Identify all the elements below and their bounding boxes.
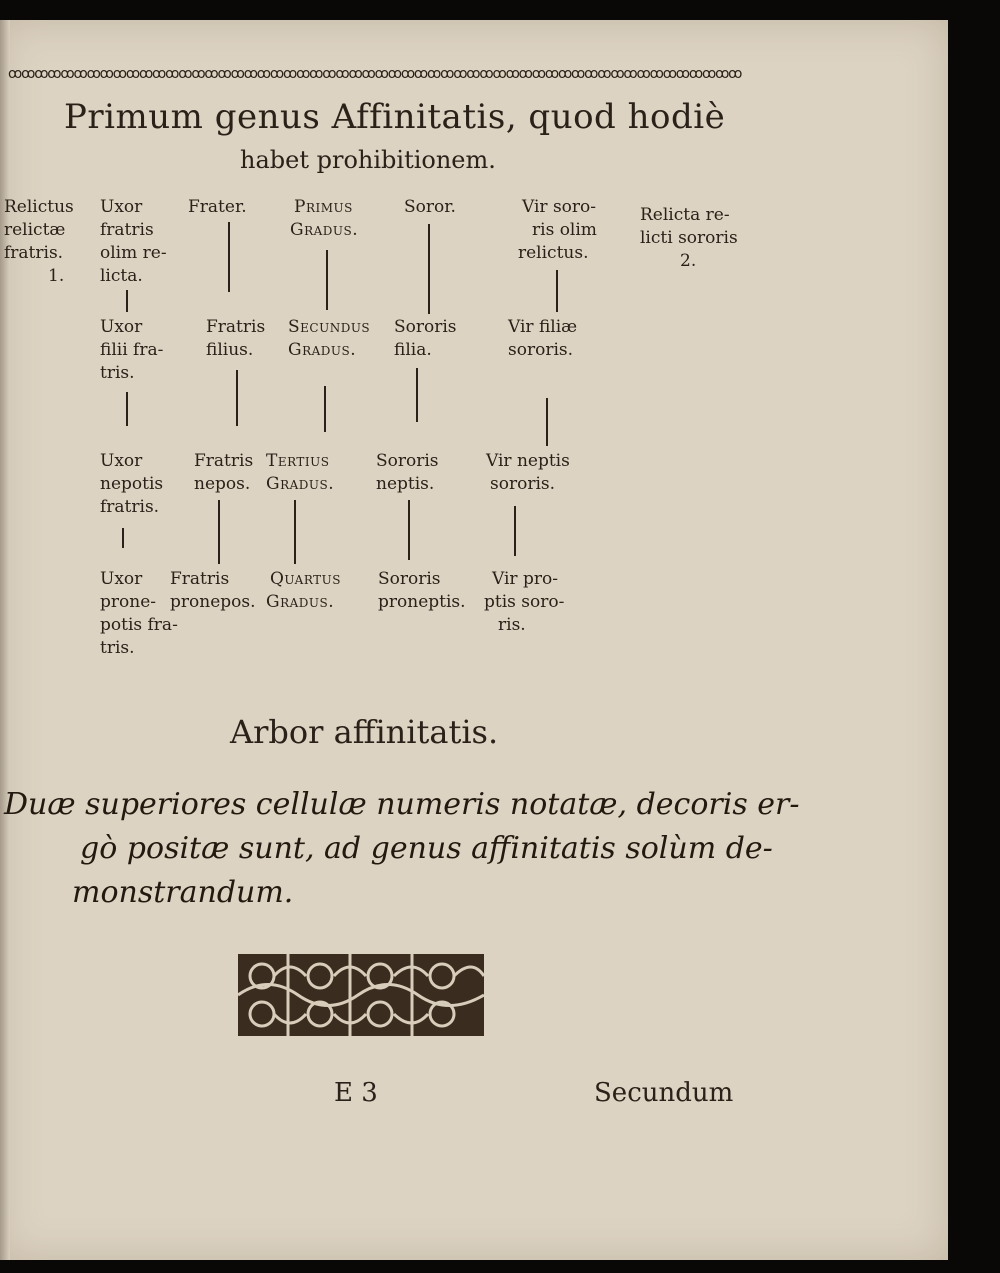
ornament-glyph: ꝏ bbox=[453, 66, 468, 82]
ornament-glyph: ꝏ bbox=[649, 66, 664, 82]
ornament-glyph: ꝏ bbox=[610, 66, 625, 82]
ornament-glyph: ꝏ bbox=[60, 66, 75, 82]
tree-line-frater-1 bbox=[228, 222, 230, 292]
ornament-glyph: ꝏ bbox=[361, 66, 376, 82]
tree-line-uxor-2 bbox=[126, 392, 128, 426]
ornament-glyph: ꝏ bbox=[427, 66, 442, 82]
ornament-glyph: ꝏ bbox=[728, 66, 743, 82]
cell-uxor-row2: Uxor filii fra- tris. bbox=[100, 317, 164, 383]
ornament-glyph: ꝏ bbox=[374, 66, 389, 82]
tree-line-gradus-2 bbox=[324, 386, 326, 432]
cell-frater-row2: Fratris filius. bbox=[206, 317, 266, 360]
ornament-glyph: ꝏ bbox=[112, 66, 128, 82]
cell-uxor-row4: Uxor prone- potis fra- tris. bbox=[100, 569, 178, 658]
tree-line-soror-3 bbox=[408, 500, 410, 560]
tree-line-soror-1 bbox=[428, 224, 430, 314]
cell-soror-row1: Soror. bbox=[404, 197, 456, 217]
tree-line-vir-3 bbox=[514, 506, 516, 556]
cell-uxor-row1: Uxor fratris olim re- licta. bbox=[100, 197, 167, 286]
ornament-glyph: ꝏ bbox=[440, 66, 455, 82]
ornament-glyph: ꝏ bbox=[99, 66, 114, 82]
tree-line-gradus-3 bbox=[294, 500, 296, 564]
ornament-glyph: ꝏ bbox=[204, 66, 219, 82]
ornament-glyph: ꝏ bbox=[34, 66, 49, 82]
ornament-glyph: ꝏ bbox=[125, 66, 141, 82]
ornament-glyph: ꝏ bbox=[335, 66, 350, 82]
tree-line-vir-1 bbox=[556, 270, 558, 312]
ornament-glyph: ꝏ bbox=[165, 66, 180, 82]
ornament-glyph: ꝏ bbox=[636, 66, 651, 82]
ornament-glyph: ꝏ bbox=[178, 66, 193, 82]
ornament-glyph: ꝏ bbox=[505, 66, 520, 82]
cell-uxor-row3: Uxor nepotis fratris. bbox=[100, 451, 164, 517]
ornament-glyph: ꝏ bbox=[492, 66, 507, 82]
cell-soror-row3: Sororis neptis. bbox=[376, 451, 439, 494]
note-line-3: monstrandum. bbox=[72, 875, 294, 910]
cell-gradus-row4: Quartus Gradus. bbox=[266, 569, 342, 612]
printers-ornament-block bbox=[238, 954, 484, 1036]
cell-soror-row2: Sororis filia. bbox=[394, 317, 457, 360]
cell-vir-row1: Vir soro- ris olim relictus. bbox=[518, 197, 597, 263]
tree-line-uxor-3 bbox=[122, 528, 124, 548]
ornament-glyph: ꝏ bbox=[256, 66, 272, 82]
ornament-glyph: ꝏ bbox=[715, 66, 730, 82]
ornament-glyph: ꝏ bbox=[348, 66, 363, 82]
heading-line-1: Primum genus Affinitatis, quod hodiè bbox=[64, 97, 726, 137]
cell-frater-row4: Fratris pronepos. bbox=[170, 569, 256, 612]
ornament-glyph: ꝏ bbox=[400, 66, 416, 82]
ornament-glyph: ꝏ bbox=[138, 66, 154, 82]
ornament-glyph: ꝏ bbox=[531, 66, 547, 82]
ornament-glyph: ꝏ bbox=[701, 66, 717, 82]
cell-gradus-row3: Tertius Gradus. bbox=[266, 451, 335, 494]
ornament-glyph: ꝏ bbox=[296, 66, 311, 82]
book-page bbox=[0, 20, 948, 1260]
ornament-glyph: ꝏ bbox=[309, 66, 324, 82]
cell-vir-row2: Vir filiæ sororis. bbox=[508, 317, 578, 360]
tree-line-frater-2 bbox=[236, 370, 238, 426]
note-line-1: Duæ superiores cellulæ numeris notatæ, decoris er- bbox=[4, 787, 800, 822]
ornament-glyph: ꝏ bbox=[413, 66, 429, 82]
ornament-glyph: ꝏ bbox=[152, 66, 167, 82]
cell-gradus-row1: Primus Gradus. bbox=[290, 197, 359, 240]
cell-frater-row3: Fratris nepos. bbox=[194, 451, 254, 494]
cell-gradus-row2: Secundus Gradus. bbox=[288, 317, 371, 360]
ornament-glyph: ꝏ bbox=[518, 66, 533, 82]
ornament-glyph: ꝏ bbox=[584, 66, 599, 82]
note-line-2: gò positæ sunt, ad genus affinitatis solùm de- bbox=[80, 831, 773, 866]
ornament-glyph: ꝏ bbox=[688, 66, 704, 82]
cell-soror-row4: Sororis proneptis. bbox=[378, 569, 466, 612]
ornament-glyph: ꝏ bbox=[47, 66, 62, 82]
cell-vir-row3: Vir neptis sororis. bbox=[486, 451, 570, 494]
ornament-glyph: ꝏ bbox=[86, 66, 101, 82]
ornament-glyph: ꝏ bbox=[662, 66, 677, 82]
ornament-glyph: ꝏ bbox=[387, 66, 402, 82]
tree-line-frater-3 bbox=[218, 500, 220, 564]
cell-frater-row1: Frater. bbox=[188, 197, 247, 217]
ornament-glyph: ꝏ bbox=[191, 66, 206, 82]
ornament-glyph: ꝏ bbox=[623, 66, 638, 82]
ornament-glyph: ꝏ bbox=[557, 66, 573, 82]
ornament-glyph: ꝏ bbox=[466, 66, 481, 82]
ornament-glyph: ꝏ bbox=[243, 66, 258, 82]
ornament-glyph: ꝏ bbox=[21, 66, 36, 82]
ornament-glyph: ꝏ bbox=[479, 66, 494, 82]
ornament-glyph: ꝏ bbox=[571, 66, 586, 82]
cell-vir-row4: Vir pro- ptis soro- ris. bbox=[484, 569, 565, 635]
ornament-glyph: ꝏ bbox=[282, 66, 298, 82]
ornament-glyph: ꝏ bbox=[8, 66, 23, 82]
heading-line-2: habet prohibitionem. bbox=[240, 146, 496, 174]
tree-line-vir-2 bbox=[546, 398, 548, 446]
side-cell-right: Relicta re- licti sororis 2. bbox=[640, 205, 738, 271]
ornament-glyph: ꝏ bbox=[230, 66, 245, 82]
ornament-glyph: ꝏ bbox=[675, 66, 691, 82]
top-ornament-band bbox=[8, 66, 752, 82]
tree-line-gradus-1 bbox=[326, 250, 328, 310]
ornament-glyph: ꝏ bbox=[322, 66, 337, 82]
ornament-glyph: ꝏ bbox=[73, 66, 88, 82]
tree-line-soror-2 bbox=[416, 368, 418, 422]
signature-mark: E 3 bbox=[334, 1078, 378, 1108]
caption-arbor: Arbor affinitatis. bbox=[230, 713, 499, 751]
ornament-glyph: ꝏ bbox=[544, 66, 560, 82]
ornament-glyph: ꝏ bbox=[217, 66, 232, 82]
catchword: Secundum bbox=[594, 1078, 734, 1108]
side-cell-left: Relictus relictæ fratris. 1. bbox=[4, 197, 74, 286]
ornament-glyph: ꝏ bbox=[269, 66, 285, 82]
tree-line-uxor-1 bbox=[126, 290, 128, 312]
ornament-glyph: ꝏ bbox=[597, 66, 612, 82]
